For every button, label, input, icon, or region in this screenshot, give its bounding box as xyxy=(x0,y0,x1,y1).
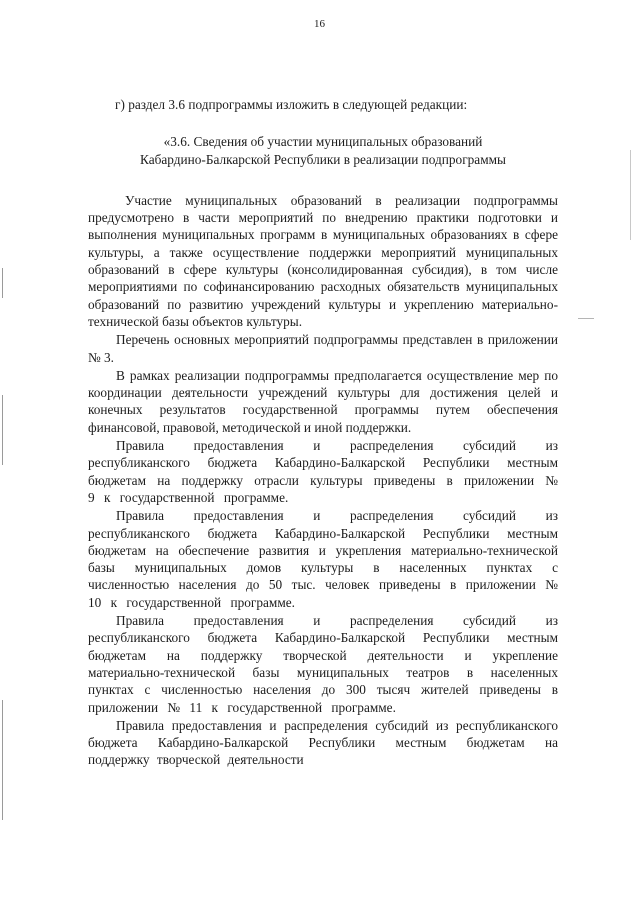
scan-edge-mark-left-2 xyxy=(2,395,3,465)
scan-edge-mark-left-3 xyxy=(2,700,3,820)
paragraph-coordination: В рамках реализации подпрограммы предполагается осуществление мер по координации деятельности учреждений культуры для достижения целей и конечных результатов государственной программы путем обеспечения финансовой, правовой, методической и иной поддержки. xyxy=(88,367,558,435)
intro-line: г) раздел 3.6 подпрограммы изложить в следующей редакции: xyxy=(115,97,468,112)
scan-edge-mark-left-1 xyxy=(2,268,3,298)
paragraph-rules-appendix-10: Правила предоставления и распределения субсидий из республиканского бюджета Кабардино-Балкарской Республики местным бюджетам на обеспечение развития и укрепления материально-технической базы муниципальных домов культуры в населенных пунктах с численностью населения до 50 тыс. человек приведены в приложении № 10 к государственной программе. xyxy=(88,508,558,610)
section-heading xyxy=(88,133,558,168)
document-body xyxy=(88,96,558,769)
paragraph-measures-list: Перечень основных мероприятий подпрограммы представлен в приложении № 3. xyxy=(88,332,558,365)
paragraph-rules-appendix-11: Правила предоставления и распределения субсидий из республиканского бюджета Кабардино-Балкарской Республики местным бюджетам на поддержку творческой деятельности и укрепление материально-технической базы муниципальных театров в населенных пунктах с численностью населения до 300 тысяч жителей приведены в приложении № 11 к государственной программе. xyxy=(88,613,558,715)
paragraph-rules-appendix-9: Правила предоставления и распределения субсидий из республиканского бюджета Кабардино-Балкарской Республики местным бюджетам на поддержку отрасли культуры приведены в приложении № 9 к государственной программе. xyxy=(88,438,558,505)
scan-edge-mark-right xyxy=(630,150,631,240)
scan-speck-right xyxy=(578,318,594,319)
section-heading-line-2: Кабардино-Балкарской Республики в реализации подпрограммы xyxy=(140,151,506,167)
section-heading-line-1: «3.6. Сведения об участии муниципальных образований xyxy=(163,134,483,150)
paragraph-rules-continued: Правила предоставления и распределения субсидий из республиканского бюджета Кабардино-Балкарской Республики местным бюджетам на поддержку творческой деятельности xyxy=(88,717,558,768)
paragraph-participation: Участие муниципальных образований в реализации подпрограммы предусмотрено в части мероприятий по внедрению практики подготовки и выполнения муниципальных программ в муниципальных образованиях в сфере культуры, а также осуществление поддержки мероприятий муниципальных образований в сфере культуры (консолидированная субсидия), в том числе мероприятиями по софинансированию расходных обязательств муниципальных образований по развитию учреждений культуры и укреплению материально-технической базы объектов культуры. xyxy=(88,192,558,329)
page-number: 16 xyxy=(314,18,325,30)
